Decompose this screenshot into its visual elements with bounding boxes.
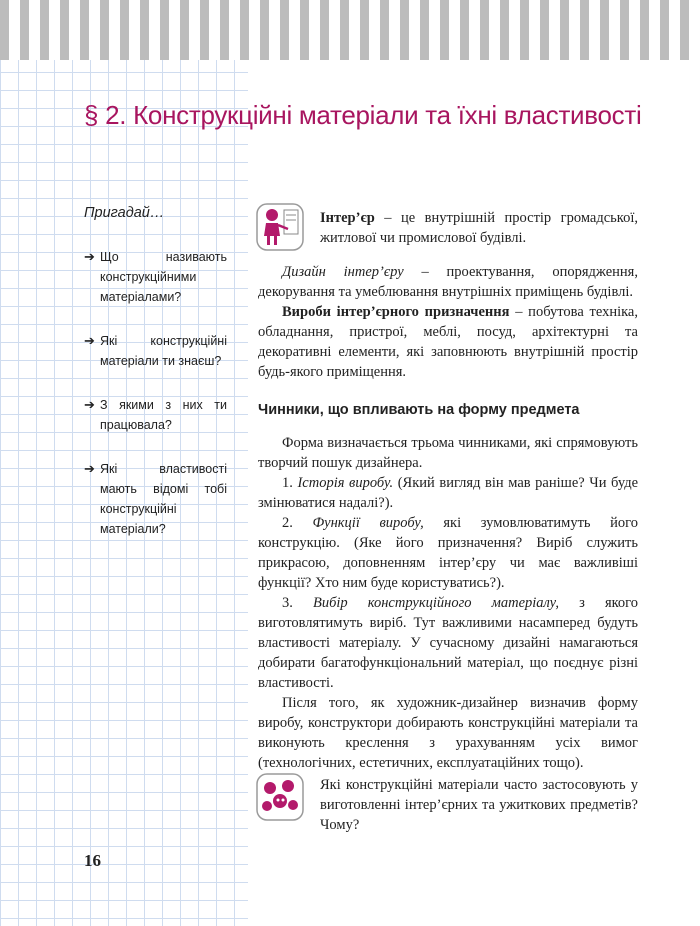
definition-design: Дизайн інтер’єру – проектування, опорядження, декорування та умеблювання внутрішніх приміщень будівлі. — [258, 264, 638, 300]
recall-question: ➔ Які конструкційні матеріали ти знаєш? — [84, 333, 227, 368]
paragraph: Форма визначається трьома чинниками, які спрямовують творчий пошук дизайнера. — [258, 435, 638, 471]
page-number: 16 — [84, 851, 101, 870]
discussion-question: Які конструкційні матеріали часто застосовують у виготовленні інтер’єрних та ужиткових предметів? Чому? — [320, 777, 638, 833]
recall-question: ➔ З якими з них ти працювала? — [84, 397, 227, 432]
arrow-right-icon: ➔ — [84, 397, 95, 412]
factor-item: 2. Функції виробу, які зумовлюватимуть його конструкцію. (Яке його призначення? Виріб служить прикрасою, доповненням інтер’єру чи має важливіші функції? Хто ним буде користуватись?). — [258, 515, 638, 591]
recall-question: ➔ Які властивості мають відомі тобі конструкційні матеріали? — [84, 461, 227, 536]
arrow-right-icon: ➔ — [84, 461, 95, 476]
arrow-right-icon: ➔ — [84, 333, 95, 348]
section-heading: Чинники, що впливають на форму предмета — [258, 402, 580, 418]
section-body — [258, 433, 638, 773]
paragraph: Після того, як художник-дизайнер визначив форму виробу, конструктори добирають конструкційні матеріали та виконують креслення з урахуванням усіх вимог (технологічних, естетичних, експлуатаційних тощо). — [258, 695, 638, 771]
top-stripe-band — [0, 0, 700, 60]
page-title: § 2. Конструкційні матеріали та їхні властивості — [84, 100, 642, 130]
arrow-right-icon: ➔ — [84, 249, 95, 264]
definition-pictogram-icon — [256, 203, 304, 251]
recall-heading: Пригадай… — [84, 205, 165, 221]
discussion-pictogram-icon — [256, 773, 304, 821]
factor-item: 3. Вибір конструкційного матеріалу, з якого виготовлятимуть виріб. Тут важливими насамперед будуть властивості матеріалу. У сучасному дизайні намагаються добирати багатофункціональний матеріал, що поєднує різні властивості. — [258, 595, 639, 691]
recall-question: ➔ Що називають конструкційними матеріалами? — [84, 249, 227, 304]
sidebar-recall — [84, 205, 227, 563]
factor-item: 1. Історія виробу. (Який вигляд він мав раніше? Чи буде змінюватися надалі?). — [258, 475, 639, 511]
definitions-block — [258, 262, 638, 382]
definition-interior: Інтер’єр – це внутрішній простір громадської, житлової чи промислової будівлі. — [320, 210, 638, 246]
definition-products: Вироби інтер’єрного призначення – побутова техніка, обладнання, пристрої, меблі, посуд, архітектурні та декоративні елементи, які заповнюють внутрішній простір будь-якого приміщення. — [258, 304, 638, 380]
